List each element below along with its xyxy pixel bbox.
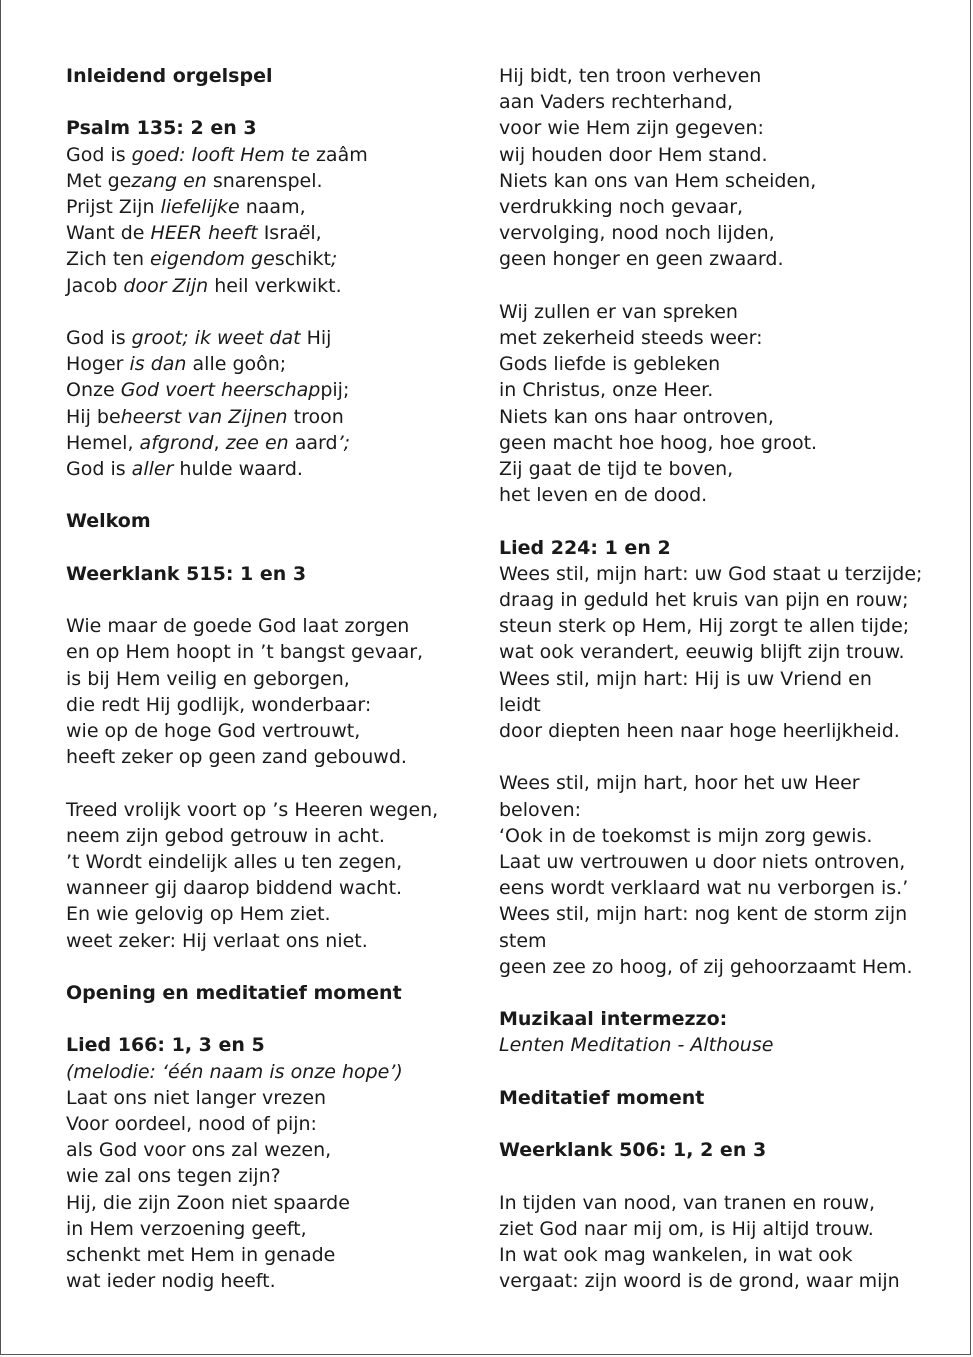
verse-line — [66, 168, 481, 194]
verse-line — [66, 928, 481, 954]
verse-line — [499, 430, 939, 456]
text-segment: God is — [66, 327, 132, 349]
verse-line — [499, 928, 939, 954]
verse-line — [66, 1268, 481, 1294]
text-segment: Niets kan ons haar ontroven, — [499, 405, 774, 428]
text-segment: In tijden van nood, van tranen en rouw, — [499, 1191, 876, 1214]
verse-line — [499, 1190, 939, 1216]
text-segment: ‘Ook in de toekomst is mijn zorg gewis. — [499, 824, 873, 847]
text-segment: Laat uw vertrouwen u door niets ontroven, — [499, 851, 906, 874]
verse-line — [499, 1032, 939, 1058]
verse-line — [66, 718, 481, 744]
verse-line — [499, 954, 939, 980]
verse-line — [66, 666, 481, 692]
verse-line — [499, 482, 939, 508]
text-segment: Wees stil, mijn hart, hoor het uw Heer — [499, 772, 860, 795]
italic-text: ë — [298, 222, 311, 245]
verse-line — [66, 849, 481, 875]
text-segment: geen macht hoe hoog, hoe groot. — [499, 431, 818, 454]
verse-line — [66, 273, 481, 299]
section-heading: Psalm 135: 2 en 3 — [66, 117, 257, 140]
verse-line — [499, 718, 939, 744]
verse-line — [499, 692, 939, 718]
text-segment: het leven en de dood. — [499, 484, 708, 507]
verse-block — [499, 63, 939, 273]
verse-line — [66, 1190, 481, 1216]
verse-line — [66, 194, 481, 220]
italic-text: heerst van Zijnen — [120, 405, 288, 428]
verse-line — [499, 194, 939, 220]
italic-text: aller — [131, 458, 174, 481]
section-heading: Meditatief moment — [499, 1086, 705, 1109]
text-segment: door diepten heen naar hoge heerlijkheid. — [499, 720, 900, 743]
text-segment: als God voor ons zal wezen, — [66, 1139, 332, 1162]
text-segment: Niets kan ons van Hem scheiden, — [499, 169, 817, 192]
verse-line — [66, 1216, 481, 1242]
verse-line — [66, 1242, 481, 1268]
section-heading-block — [66, 980, 481, 1006]
text-segment: wie zal ons tegen zijn? — [66, 1165, 281, 1188]
verse-line — [499, 246, 939, 272]
italic-text: (melodie: ‘één naam is onze hope’) — [66, 1060, 403, 1083]
text-segment: heeft zeker op geen zand gebouwd. — [66, 746, 407, 769]
verse-line — [66, 692, 481, 718]
text-segment: met zekerheid steeds weer: — [499, 327, 763, 350]
verse-line — [499, 823, 939, 849]
text-segment: naam, — [239, 196, 306, 218]
text-segment: aard — [288, 431, 338, 454]
text-segment: Hij, die zijn Zoon niet spaarde — [66, 1191, 350, 1214]
text-segment: neem zijn gebod getrouw in acht. — [66, 824, 385, 847]
text-segment: eens wordt verklaard wat nu verborgen is.’ — [499, 877, 909, 900]
verse-line — [66, 613, 481, 639]
italic-text: afgrond — [139, 431, 214, 454]
verse-line — [66, 456, 481, 482]
verse-line — [66, 1085, 481, 1111]
verse-line — [66, 404, 481, 430]
verse-line — [66, 823, 481, 849]
text-segment: geen zee zo hoog, of zij gehoorzaamt Hem. — [499, 955, 913, 978]
verse-line — [499, 639, 939, 665]
text-segment: draag in geduld het kruis van pijn en rouw; — [499, 589, 909, 612]
text-segment: geen honger en geen zwaard. — [499, 248, 784, 271]
italic-text: groot; ik weet dat — [131, 327, 301, 349]
section-heading: Muzikaal intermezzo: — [499, 1008, 728, 1031]
text-segment: Zich ten — [66, 248, 151, 271]
text-segment: En wie gelovig op Hem ziet. — [66, 903, 331, 926]
verse-line — [66, 744, 481, 770]
text-segment: schenkt met Hem in genade — [66, 1244, 336, 1267]
section-heading-block — [499, 1137, 939, 1163]
verse-line — [66, 430, 481, 456]
verse-line — [66, 639, 481, 665]
verse-block — [499, 770, 939, 980]
verse-block — [499, 1190, 939, 1295]
verse-line — [499, 1268, 939, 1294]
verse-line — [499, 220, 939, 246]
text-segment: Hoger — [66, 353, 130, 376]
text-segment: in Hem verzoening geeft, — [66, 1217, 307, 1240]
text-segment: Laat ons niet langer vrezen — [66, 1086, 327, 1109]
verse-line — [499, 404, 939, 430]
italic-text: goed: looft Hem te — [131, 143, 310, 166]
verse-line — [499, 797, 939, 823]
verse-line — [499, 1242, 939, 1268]
text-segment: die redt Hij godlijk, wonderbaar: — [66, 693, 372, 716]
verse-line — [499, 666, 939, 692]
verse-block — [499, 1006, 939, 1058]
text-segment: ziet God naar mij om, is Hij altijd trouw. — [499, 1217, 874, 1240]
verse-line — [499, 168, 939, 194]
verse-line — [499, 561, 939, 587]
text-segment: Prijst Zijn — [66, 196, 161, 218]
text-segment: Isra — [257, 222, 299, 245]
section-heading-block — [66, 508, 481, 534]
text-segment: Wij zullen er van spreken — [499, 300, 738, 323]
text-segment: Wees stil, mijn hart: nog kent de storm zijn — [499, 903, 908, 926]
verse-line — [499, 770, 939, 796]
text-segment: Jacob — [66, 274, 124, 297]
section-heading-block — [66, 63, 481, 89]
text-segment: wie op de hoge God vertrouwt, — [66, 720, 361, 742]
verse-line — [499, 142, 939, 168]
text-segment: Wie maar de goede God laat zorgen — [66, 615, 410, 638]
text-segment: snarenspel. — [206, 169, 323, 192]
text-segment: in Christus, onze Heer. — [499, 379, 714, 402]
text-segment: Wees stil, mijn hart: uw God staat u terzijde; — [499, 562, 923, 585]
verse-line — [66, 351, 481, 377]
verse-block — [66, 325, 481, 482]
text-segment: , — [213, 431, 226, 454]
text-segment: In wat ook mag wankelen, in wat ook — [499, 1244, 853, 1267]
text-segment: vergaat: zijn woord is de grond, waar mijn — [499, 1270, 900, 1293]
text-segment: schikt — [274, 248, 331, 271]
section-heading: Weerklank 506: 1, 2 en 3 — [499, 1139, 767, 1162]
text-segment: wanneer gij daarop biddend wacht. — [66, 877, 403, 900]
text-segment: Onze — [66, 379, 121, 402]
verse-block — [66, 1032, 481, 1294]
text-segment: leidt — [499, 693, 541, 716]
verse-line — [499, 377, 939, 403]
text-segment: Zij gaat de tijd te boven, — [499, 458, 734, 481]
text-segment: hulde waard. — [173, 458, 303, 481]
italic-text: ’; — [337, 431, 351, 454]
verse-line — [499, 115, 939, 141]
text-segment: Hij bidt, ten troon verheven — [499, 65, 762, 87]
text-segment: Treed vrolijk voort op ’s Heeren wegen, — [66, 798, 439, 821]
text-segment: Wees stil, mijn hart: Hij is uw Vriend en — [499, 667, 872, 690]
verse-line — [66, 142, 481, 168]
text-segment: Hij be — [66, 405, 121, 428]
verse-line — [66, 875, 481, 901]
verse-line — [499, 89, 939, 115]
italic-text: God voert heerschap — [120, 379, 321, 402]
verse-line — [499, 875, 939, 901]
italic-text: door Zijn — [123, 274, 209, 297]
section-heading-block — [499, 1085, 939, 1111]
text-segment: God is — [66, 458, 132, 481]
text-segment: heil verkwikt. — [208, 274, 342, 297]
verse-line — [499, 849, 939, 875]
text-segment: beloven: — [499, 798, 582, 821]
verse-line — [499, 351, 939, 377]
section-heading: Welkom — [66, 510, 151, 533]
section-heading: Weerklank 515: 1 en 3 — [66, 562, 307, 585]
verse-line — [66, 325, 481, 351]
italic-text: zang en — [131, 169, 207, 192]
verse-block — [66, 613, 481, 770]
verse-line — [499, 613, 939, 639]
verse-line — [499, 299, 939, 325]
verse-line — [66, 220, 481, 246]
verse-line — [499, 63, 939, 89]
text-segment: Hemel, — [66, 431, 140, 454]
text-segment: stem — [499, 929, 547, 952]
text-segment: Voor oordeel, nood of pijn: — [66, 1113, 317, 1135]
text-segment: l, — [310, 222, 322, 245]
text-segment: wat ook verandert, eeuwig blijft zijn trouw. — [499, 641, 905, 664]
verse-line — [66, 797, 481, 823]
italic-text: Lenten Meditation - Althouse — [499, 1034, 774, 1057]
verse-block — [499, 535, 939, 745]
italic-text: HEER heeft — [150, 222, 258, 245]
verse-line — [499, 325, 939, 351]
verse-block — [499, 299, 939, 509]
verse-line — [66, 377, 481, 403]
text-segment: weet zeker: Hij verlaat ons niet. — [66, 929, 368, 952]
verse-block — [66, 115, 481, 298]
italic-text: eigendom ge — [150, 248, 275, 271]
section-heading: Inleidend orgelspel — [66, 65, 273, 87]
text-segment: aan Vaders rechterhand, — [499, 91, 734, 114]
text-segment: verdrukking noch gevaar, — [499, 196, 744, 219]
text-segment: zaâm — [309, 143, 368, 166]
verse-line — [66, 901, 481, 927]
italic-text: is dan — [129, 353, 187, 376]
verse-line — [499, 587, 939, 613]
text-segment: vervolging, nood noch lijden, — [499, 222, 775, 245]
verse-block — [66, 797, 481, 954]
verse-line — [66, 1111, 481, 1137]
text-segment: ’t Wordt eindelijk alles u ten zegen, — [66, 851, 403, 873]
text-segment: wij houden door Hem stand. — [499, 143, 768, 166]
text-segment: pij; — [320, 379, 350, 402]
text-segment: is bij Hem veilig en geborgen, — [66, 667, 350, 690]
text-segment: Met ge — [66, 169, 132, 192]
text-segment: en op Hem hoopt in ’t bangst gevaar, — [66, 641, 424, 664]
verse-line — [499, 1216, 939, 1242]
verse-line — [66, 1137, 481, 1163]
verse-line — [66, 1163, 481, 1189]
text-segment: Hij — [300, 327, 332, 349]
section-heading: Lied 166: 1, 3 en 5 — [66, 1034, 265, 1057]
italic-text: liefelijke — [160, 196, 240, 218]
verse-line — [499, 456, 939, 482]
section-heading: Lied 224: 1 en 2 — [499, 536, 671, 559]
right-column — [499, 63, 939, 1294]
italic-text: zee en — [225, 431, 289, 454]
italic-text: ; — [330, 248, 338, 271]
verse-line — [499, 901, 939, 927]
text-segment: Gods liefde is gebleken — [499, 353, 721, 376]
text-segment: troon — [287, 405, 344, 428]
text-segment: steun sterk op Hem, Hij zorgt te allen tijde; — [499, 615, 910, 638]
section-heading-block — [66, 561, 481, 587]
text-segment: wat ieder nodig heeft. — [66, 1270, 276, 1293]
text-segment: Want de — [66, 222, 151, 245]
verse-line — [66, 1059, 481, 1085]
section-heading: Opening en meditatief moment — [66, 982, 402, 1004]
text-segment: alle goôn; — [186, 353, 287, 376]
left-column — [66, 63, 481, 1294]
verse-line — [66, 246, 481, 272]
text-segment: God is — [66, 143, 132, 166]
text-segment: voor wie Hem zijn gegeven: — [499, 117, 764, 140]
